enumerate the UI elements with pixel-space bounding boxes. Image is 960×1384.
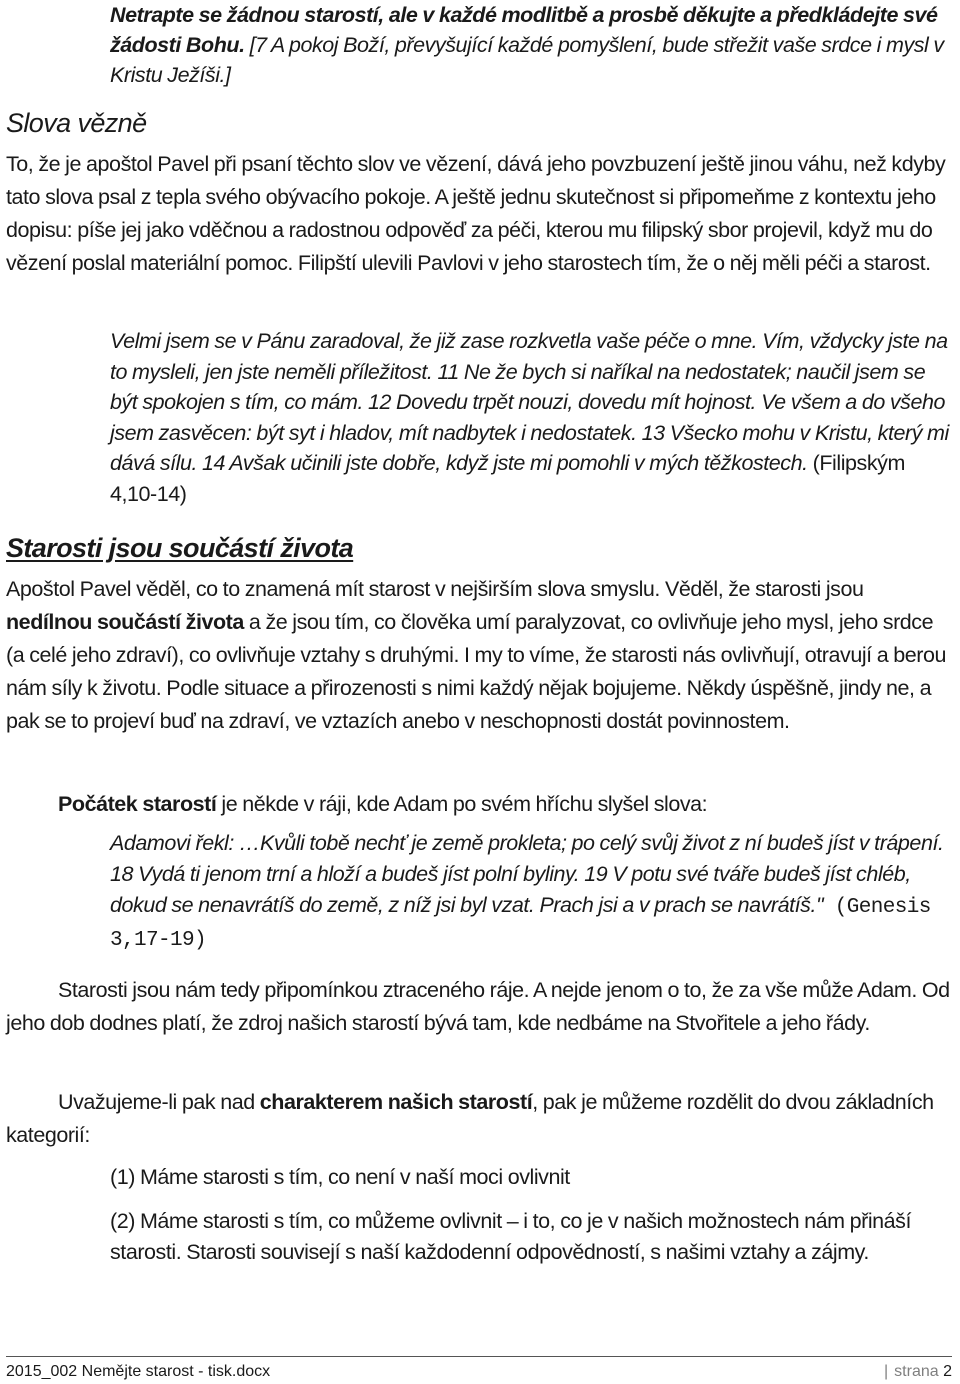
opening-quote-continuation: [7 A pokoj Boží, převyšující každé pomyšlení, bude střežit vaše srdce i mysl v Kristu Ježíši.] [110, 33, 944, 87]
opening-quote [110, 0, 950, 90]
footer-filename: 2015_002 Nemějte starost - tisk.docx [6, 1363, 271, 1380]
paragraph-text: je někde v ráji, kde Adam po svém hříchu slyšel slova: [216, 792, 708, 816]
paragraph-lost-paradise [6, 974, 952, 1040]
quote-philippians-reference: (Filipským 4,10-14) [110, 451, 905, 506]
quote-genesis-text: Adamovi řekl: …Kvůli tobě nechť je země prokleta; po celý svůj život z ní budeš jíst v trápení. 18 Vydá ti jenom trní a hloží a budeš jíst polní byliny. 19 V potu své tváře budeš jíst chléb, dokud se nenavrátíš do země, z níž jsi byl vzat. Prach jsi a v prach se navrátíš." [110, 831, 944, 917]
paragraph-prisoner-words: To, že je apoštol Pavel při psaní těchto slov ve vězení, dává jeho povzbuzení ještě jinou váhu, než kdyby tato slova psal z tepla svého obývacího pokoje. A ještě jednu skutečnost si připomeňme z kontextu jeho dopisu: píše jej jako vděčnou a radostnou odpověď za péči, kterou mu filipský sbor projevil, když mu do vězení poslal materiální pomoc. Filipští ulevili Pavlovi v jeho starostech tím, že o něj měli péči a starost. [6, 152, 946, 275]
paragraph-text-start: Uvažujeme-li pak nad [58, 1090, 260, 1114]
section-heading-slova-vezne: Slova vězně [6, 108, 147, 138]
paragraph-text-end: , pak je můžeme rozdělit do dvou základních kategorií: [6, 1090, 934, 1147]
list-item-category-1: (1) Máme starosti s tím, co není v naší moci ovlivnit [110, 1165, 570, 1189]
footer-separator: | [884, 1363, 889, 1380]
footer-page-word: strana [894, 1363, 939, 1380]
paragraph-text-start: Apoštol Pavel věděl, co to znamená mít starost v nejširším slova smyslu. Věděl, že starosti jsou [6, 577, 864, 601]
emphasis-origin: Počátek starostí [58, 792, 217, 816]
quote-genesis [110, 828, 956, 956]
page-footer [6, 1360, 952, 1384]
quote-genesis-reference: (Genesis 3,17-19) [110, 896, 931, 952]
footer-divider [6, 1356, 952, 1357]
paragraph-character-of-worries [6, 1086, 952, 1152]
quote-philippians-text: Velmi jsem se v Pánu zaradoval, že již zase rozkvetla vaše péče o mne. Vím, vždycky jste na to mysleli, jen jste neměli příležitost. 11 Ne že bych si naříkal na nedostatek; naučil jsem se být spokojen s tím, co mám. 12 Dovedu trpět nouzi, dovedu mít hojnost. Ve všem a do všeho jsem zasvěcen: být syt i hladov, mít nadbytek i nedostatek. 13 Všecko mohu v Kristu, který mi dává sílu. 14 Avšak učinili jste dobře, když jste mi pomohli v mých těžkostech. [110, 329, 949, 475]
paragraph-origin-of-worries [58, 788, 948, 821]
quote-philippians [110, 326, 954, 509]
footer-page-info [884, 1360, 952, 1384]
paragraph-text: Starosti jsou nám tedy připomínkou ztraceného ráje. A nejde jenom o to, že za vše může Adam. Od jeho dob dodnes platí, že zdroj našich starostí bývá tam, kde nedbáme na Stvořitele a jeho řády. [6, 978, 950, 1035]
opening-quote-bold: Netrapte se žádnou starostí, ale v každé modlitbě a prosbě děkujte a předkládejte své žádosti Bohu. [110, 3, 938, 57]
footer-page-number: 2 [943, 1363, 952, 1380]
paragraph-worries-part-of-life [6, 573, 952, 738]
emphasis-inseparable-part: nedílnou součástí života [6, 610, 244, 634]
section-heading-starosti: Starosti jsou součástí života [6, 533, 354, 563]
emphasis-character: charakterem našich starostí [259, 1090, 533, 1114]
list-item-category-2: (2) Máme starosti s tím, co můžeme ovlivnit – i to, co je v našich možnostech nám přináší starosti. Starosti souvisejí s naší každodenní odpovědností, s našimi vztahy a zájmy. [110, 1209, 912, 1264]
paragraph-text-end: a že jsou tím, co člověka umí paralyzovat, co ovlivňuje jeho mysl, jeho srdce (a celé jeho zdraví), co ovlivňuje vztahy s druhými. I my to víme, že starosti nás ovlivňují, otravují a berou nám síly k životu. Podle situace a přirozenosti s nimi každý nějak bojujeme. Někdy úspěšně, jindy ne, a pak se to projeví buď na zdraví, ve vztazích anebo v neschopnosti dostát povinnostem. [6, 610, 946, 733]
